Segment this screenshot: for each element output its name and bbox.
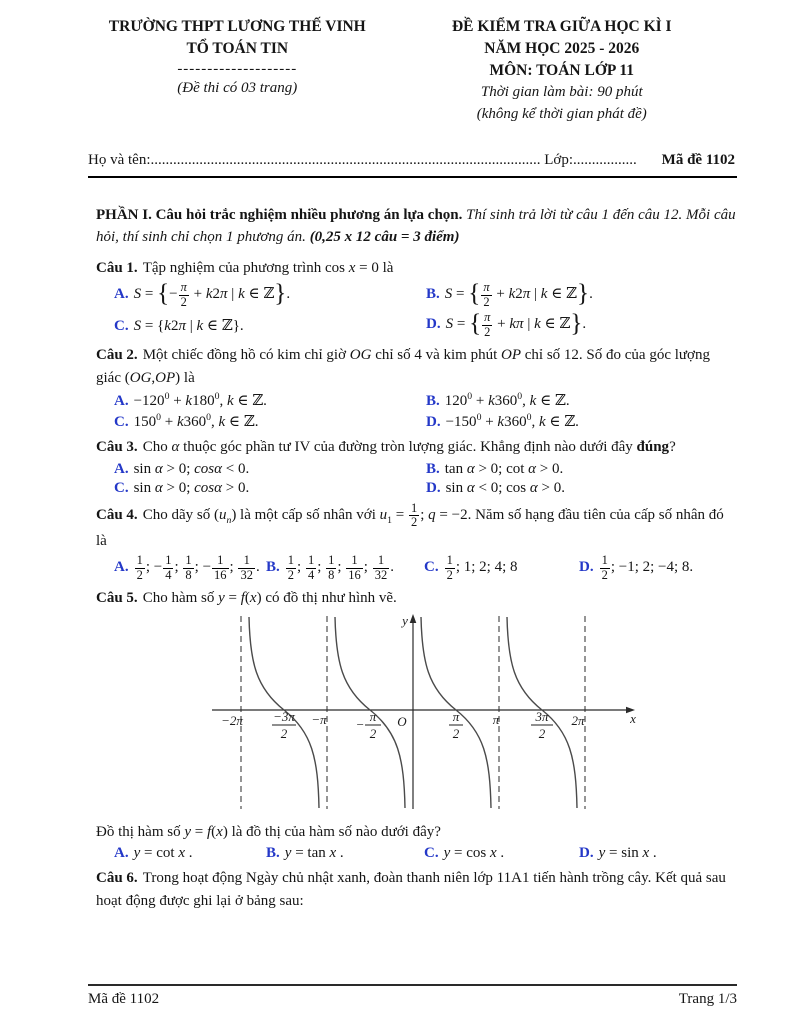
option-d-letter: D. — [426, 479, 441, 496]
option-c-letter: C. — [424, 559, 439, 576]
name-class-fields — [88, 152, 646, 169]
tick-label-minus-pi-2-sign: − — [355, 716, 365, 732]
question-2-text: Một chiếc đồng hồ có kim chỉ giờ OG chỉ số 4 và kim phút OP chỉ số 12. Số đo của góc lượng giác (OG,OP) là — [96, 347, 710, 386]
tick-label-3pi-2-den: 2 — [538, 725, 546, 741]
option-c-text: $150^0 + k360^0$, k ∈ ℤ. — [133, 412, 259, 430]
exam-body — [96, 204, 737, 913]
option-b-text: $\frac{1}{2}$ ; $\frac{1}{4}$ ; $\frac{1}{8}$ ; $\frac{1}{16}$ ; $\frac{1}{32}$ . — [287, 553, 394, 582]
option-c-text: S = {k2π | k ∈ ℤ}. — [133, 317, 244, 334]
option-c-text: sin α > 0; cosα > 0. — [133, 479, 250, 496]
option-a — [114, 845, 266, 862]
school-name: TRƯỜNG THPT LƯƠNG THẾ VINH — [108, 18, 366, 35]
question-2-options-row1 — [96, 391, 737, 410]
question-4-options — [96, 554, 737, 582]
class-dots: ................. — [573, 151, 637, 168]
duration-line: Thời gian làm bài: 90 phút — [480, 84, 643, 100]
option-a — [114, 554, 266, 582]
option-a-letter: A. — [114, 845, 129, 861]
subject-line: MÔN: TOÁN LỚP 11 — [489, 62, 635, 79]
question-5 — [96, 587, 737, 862]
question-4 — [96, 502, 737, 583]
option-d-letter: D. — [579, 845, 594, 861]
option-a — [114, 391, 426, 410]
question-1-options-row1 — [96, 281, 737, 309]
option-a-letter: A. — [114, 460, 129, 477]
question-4-text: Cho dãy số $(u_n)$ là một cấp số nhân với $u_1$ = $\frac{1}{2}$ ; q = −2. Năm số hạng đầu tiên của cấp số nhân đó là — [96, 500, 724, 549]
option-a — [114, 461, 426, 478]
option-a-text: sin α > 0; cosα < 0. — [133, 460, 250, 477]
option-c-letter: C. — [114, 317, 129, 334]
name-dots: ........................................................................................................ — [150, 151, 541, 168]
origin-label: O — [397, 713, 407, 729]
question-1-text: Tập nghiệm của phương trình cos x = 0 là — [142, 259, 394, 276]
option-d — [426, 412, 737, 431]
separator-dashes: -------------------- — [177, 61, 298, 77]
part1-heading — [96, 204, 737, 249]
tick-label-pi-2-den: 2 — [452, 725, 460, 741]
question-6-text: Trong hoạt động Ngày chủ nhật xanh, đoàn thanh niên lớp 11A1 tiến hành trồng cây. Kết quả sau hoạt động được ghi lại ở bảng sau: — [96, 870, 726, 909]
option-c-letter: C. — [114, 479, 129, 496]
tick-label-pi-2-num: π — [452, 708, 460, 724]
question-3-text: Cho α thuộc góc phần tư IV của đường tròn lượng giác. Khẳng định nào dưới đây đúng? — [142, 439, 676, 455]
question-3-options-row1 — [96, 461, 737, 478]
option-a-text: S = {− $\frac{\pi}{2}$ + k2π | k ∈ ℤ}. — [133, 279, 291, 309]
option-c-text: y = cos x . — [443, 845, 505, 861]
exam-header — [88, 16, 737, 126]
option-d-text: y = sin x . — [598, 845, 657, 861]
y-axis-label: y — [402, 612, 408, 628]
option-d-text: S = { $\frac{\pi}{2}$ + kπ | k ∈ ℤ}. — [445, 309, 587, 339]
option-c-text: $\frac{1}{2}$ ; 1; 2; 4; 8 — [446, 553, 518, 582]
question-2-stem — [96, 344, 737, 389]
exam-title-block — [387, 16, 737, 126]
name-label: Họ và tên: — [88, 151, 151, 168]
option-b — [266, 554, 424, 582]
option-b-letter: B. — [266, 559, 280, 576]
page-footer — [88, 984, 737, 1008]
tick-label-minus-pi: −π — [311, 711, 327, 727]
option-c-letter: C. — [114, 414, 129, 430]
option-d — [426, 480, 737, 497]
question-4-stem — [96, 502, 737, 553]
option-d — [579, 554, 737, 582]
footer-page-number: Trang 1/3 — [678, 991, 737, 1007]
tick-label-minus-2pi: −2π — [221, 712, 243, 728]
question-5-options — [96, 845, 737, 862]
question-5-text: Cho hàm số y = f(x) có đồ thị như hình vẽ. — [142, 590, 397, 606]
option-d — [579, 845, 737, 862]
tick-label-minus-pi-2-den: 2 — [369, 725, 377, 741]
option-a-letter: A. — [114, 393, 129, 409]
part1-heading-points: (0,25 x 12 câu = 3 điểm) — [309, 229, 460, 245]
question-3-stem — [96, 436, 737, 459]
question-5-post-graph — [96, 821, 737, 844]
option-b-letter: B. — [426, 286, 440, 303]
option-b — [266, 845, 424, 862]
x-axis-label: x — [630, 710, 636, 726]
question-5-stem — [96, 587, 737, 610]
tick-label-minus-pi-2-num: π — [369, 708, 377, 724]
option-a — [114, 281, 426, 309]
pages-note: (Đề thi có 03 trang) — [177, 80, 298, 96]
option-d-text: sin α < 0; cos α > 0. — [445, 479, 565, 496]
option-a-text: $\frac{1}{2}$ ; − $\frac{1}{4}$ ; $\frac{1}{8}$ ; − $\frac{1}{16}$ ; $\frac{1}{32}$ . — [136, 553, 260, 582]
question-3-options-row2 — [96, 480, 737, 497]
function-graph-figure — [188, 612, 737, 819]
option-b-text: $120^0 + k360^0$, k ∈ ℤ. — [444, 391, 570, 409]
option-a-text: $-120^0 + k180^0$, k ∈ ℤ. — [133, 391, 267, 409]
tick-label-2pi: 2π — [571, 712, 585, 728]
option-b — [426, 281, 737, 309]
question-1-label: Câu 1. — [96, 259, 138, 276]
footer-exam-code: Mã đề 1102 — [88, 991, 160, 1007]
student-name-row — [88, 152, 737, 178]
option-b-text: S = { $\frac{\pi}{2}$ + k2π | k ∈ ℤ}. — [444, 279, 593, 309]
option-b-text: tan α > 0; cot α > 0. — [444, 460, 564, 477]
cotangent-graph — [188, 612, 640, 814]
option-a-letter: A. — [114, 286, 129, 303]
option-b — [426, 391, 737, 410]
department-name: TỔ TOÁN TIN — [186, 40, 289, 57]
option-d-text: $-150^0 + k360^0$, k ∈ ℤ. — [445, 412, 579, 430]
option-b-letter: B. — [426, 393, 440, 409]
question-4-label: Câu 4. — [96, 506, 138, 523]
question-6-stem — [96, 867, 737, 912]
option-d-text: $\frac{1}{2}$ ; −1; 2; −4; 8. — [601, 553, 694, 582]
question-3-label: Câu 3. — [96, 439, 138, 455]
tick-label-minus-3pi-2-den: 2 — [280, 725, 288, 741]
question-2-label: Câu 2. — [96, 347, 138, 363]
option-b-letter: B. — [266, 845, 280, 861]
option-d-letter: D. — [426, 316, 441, 333]
tick-label-minus-3pi-2-num: −3π — [273, 708, 295, 724]
option-c — [424, 845, 579, 862]
option-c — [424, 554, 579, 582]
option-b-letter: B. — [426, 460, 440, 477]
tick-label-pi: π — [492, 711, 500, 727]
question-1-options-row2 — [96, 311, 737, 339]
y-axis-arrow — [410, 614, 417, 623]
option-c — [114, 480, 426, 497]
school-year: NĂM HỌC 2025 - 2026 — [484, 40, 640, 57]
question-2-options-row2 — [96, 412, 737, 431]
question-6-label: Câu 6. — [96, 870, 138, 886]
option-c-letter: C. — [424, 845, 439, 861]
option-d-letter: D. — [426, 414, 441, 430]
option-d-letter: D. — [579, 559, 594, 576]
question-5-post-graph-text: Đồ thị hàm số y = f(x) là đồ thị của hàm số nào dưới đây? — [96, 823, 441, 840]
question-1 — [96, 257, 737, 340]
option-a-letter: A. — [114, 559, 129, 576]
option-a-text: y = cot x . — [133, 845, 193, 861]
option-d — [426, 311, 737, 339]
option-b-text: y = tan x . — [284, 845, 344, 861]
tick-label-3pi-2-num: 3π — [535, 708, 549, 724]
question-6 — [96, 867, 737, 912]
class-label: Lớp: — [540, 151, 573, 168]
option-c — [114, 412, 426, 431]
duration-note: (không kể thời gian phát đề) — [476, 105, 647, 122]
exam-title: ĐỀ KIỂM TRA GIỮA HỌC KÌ I — [451, 18, 672, 35]
question-2 — [96, 344, 737, 431]
question-1-stem — [96, 257, 737, 280]
part1-heading-bold: PHẦN I. Câu hỏi trắc nghiệm nhiều phương án lựa chọn. — [96, 206, 463, 223]
option-b — [426, 461, 737, 478]
question-3 — [96, 436, 737, 497]
option-c — [114, 316, 426, 335]
exam-code-badge: Mã đề 1102 — [661, 151, 735, 168]
question-5-label: Câu 5. — [96, 590, 138, 606]
part1-heading-italic: Thí sinh trả lời từ câu 1 đến câu 12. Mỗi câu hỏi, thí sinh chỉ chọn 1 phương án. — [96, 206, 736, 245]
school-block — [88, 16, 387, 126]
